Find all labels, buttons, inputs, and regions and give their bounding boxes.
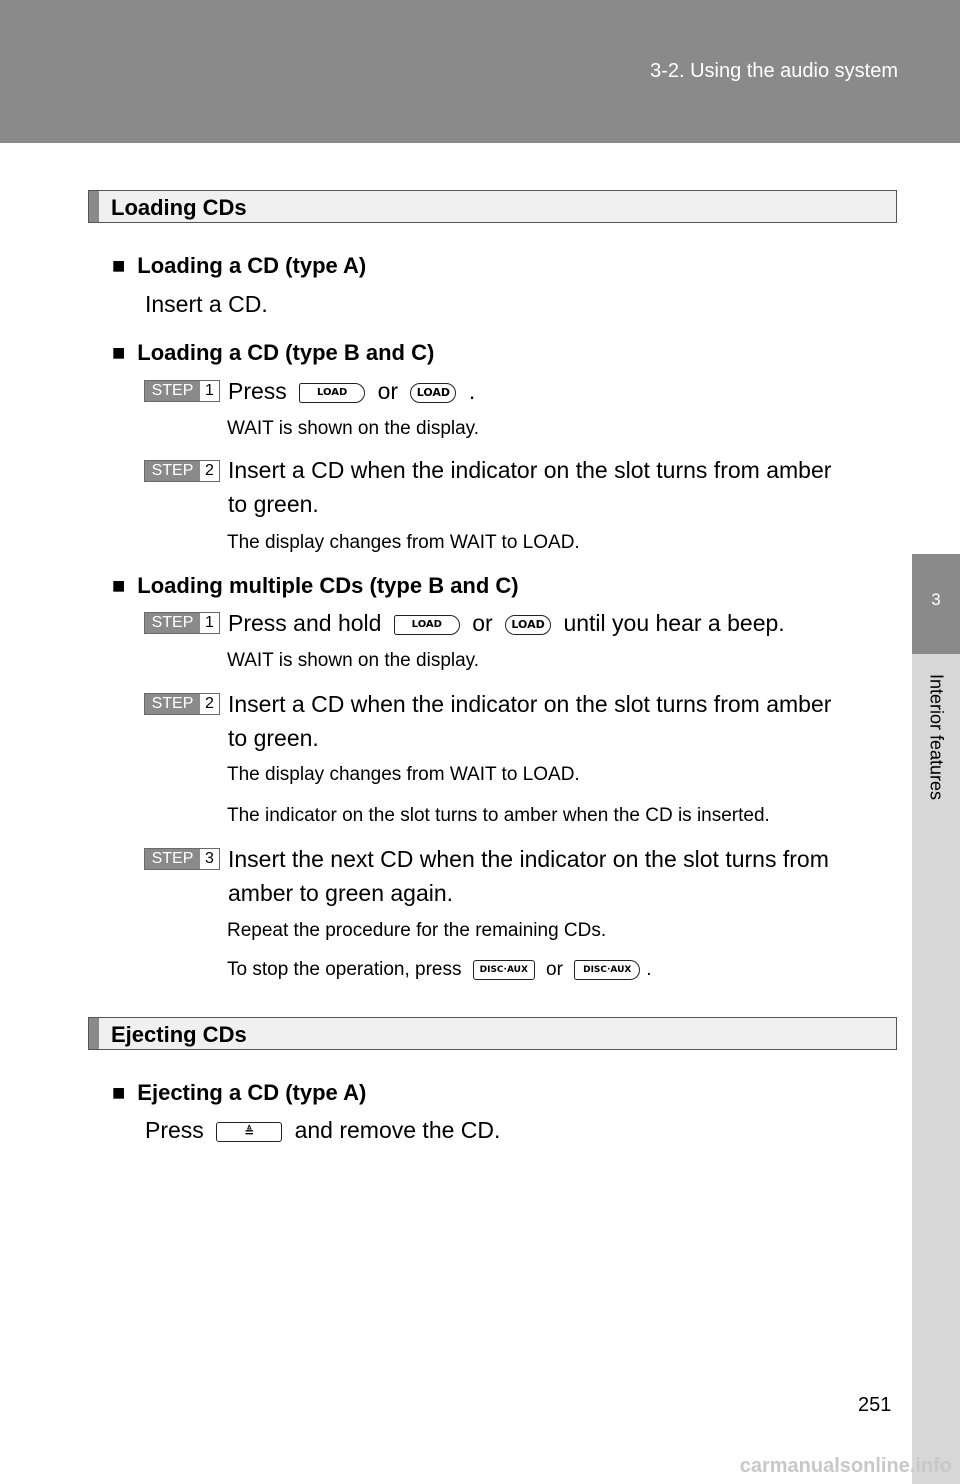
note-stop-operation: To stop the operation, press DISC·AUX or DISC·AUX . xyxy=(227,959,652,980)
page-number: 251 xyxy=(858,1394,892,1416)
step-badge-1: STEP 1 xyxy=(144,612,220,634)
step-badge-2: STEP 2 xyxy=(144,693,220,715)
note-display-change: The display changes from WAIT to LOAD. xyxy=(227,764,580,785)
section-title-ejecting: Ejecting CDs xyxy=(111,1022,247,1047)
step-badge-3: STEP 3 xyxy=(144,848,220,870)
step-text-insert: Insert a CD when the indicator on the slot turns from amber to green. xyxy=(228,457,832,517)
bullet-icon: ■ xyxy=(112,340,126,365)
note-indicator-amber: The indicator on the slot turns to amber when the CD is inserted. xyxy=(227,805,770,826)
chapter-number: 3 xyxy=(931,590,941,609)
load-round-button-icon: LOAD xyxy=(505,615,551,635)
text-press-eject: Press ≜ and remove the CD. xyxy=(145,1117,501,1143)
heading-loading-multiple: ■ Loading multiple CDs (type B and C) xyxy=(112,573,519,598)
chapter-label: Interior features xyxy=(926,673,947,801)
disc-aux-round-button-icon: DISC·AUX xyxy=(574,960,640,980)
step-text-insert: Insert a CD when the indicator on the slot turns from amber to green. xyxy=(228,691,832,751)
note-wait: WAIT is shown on the display. xyxy=(227,418,480,439)
section-bar-ejecting xyxy=(88,1017,897,1050)
eject-button-icon: ≜ xyxy=(216,1122,282,1142)
disc-aux-button-icon: DISC·AUX xyxy=(473,960,535,980)
load-round-button-icon: LOAD xyxy=(410,383,456,403)
bullet-icon: ■ xyxy=(112,253,126,278)
note-repeat: Repeat the procedure for the remaining CDs. xyxy=(227,920,607,941)
heading-ejecting-type-a: ■ Ejecting a CD (type A) xyxy=(112,1080,367,1105)
section-bar-loading xyxy=(88,190,897,223)
step-text-insert-next: Insert the next CD when the indicator on the slot turns from amber to green again. xyxy=(228,846,829,906)
bullet-icon: ■ xyxy=(112,573,126,598)
step-text-press-load: Press LOAD or LOAD . xyxy=(228,378,476,404)
note-wait: WAIT is shown on the display. xyxy=(227,650,480,671)
step-badge-2: STEP 2 xyxy=(144,460,220,482)
heading-loading-type-bc: ■ Loading a CD (type B and C) xyxy=(112,340,435,365)
section-title-loading: Loading CDs xyxy=(111,195,247,220)
bullet-icon: ■ xyxy=(112,1080,126,1105)
load-button-icon: LOAD xyxy=(299,383,365,403)
note-display-change: The display changes from WAIT to LOAD. xyxy=(227,532,580,553)
heading-loading-type-a: ■ Loading a CD (type A) xyxy=(112,253,367,278)
header-band xyxy=(0,0,960,143)
text-insert-cd: Insert a CD. xyxy=(145,291,268,317)
step-badge-1: STEP 1 xyxy=(144,380,220,402)
load-button-icon: LOAD xyxy=(394,615,460,635)
watermark: carmanualsonline.info xyxy=(739,1455,952,1477)
step-text-press-hold: Press and hold LOAD or LOAD until you hear a beep. xyxy=(228,610,785,636)
chapter-tab xyxy=(912,554,960,654)
chapter-title: 3-2. Using the audio system xyxy=(650,60,898,82)
